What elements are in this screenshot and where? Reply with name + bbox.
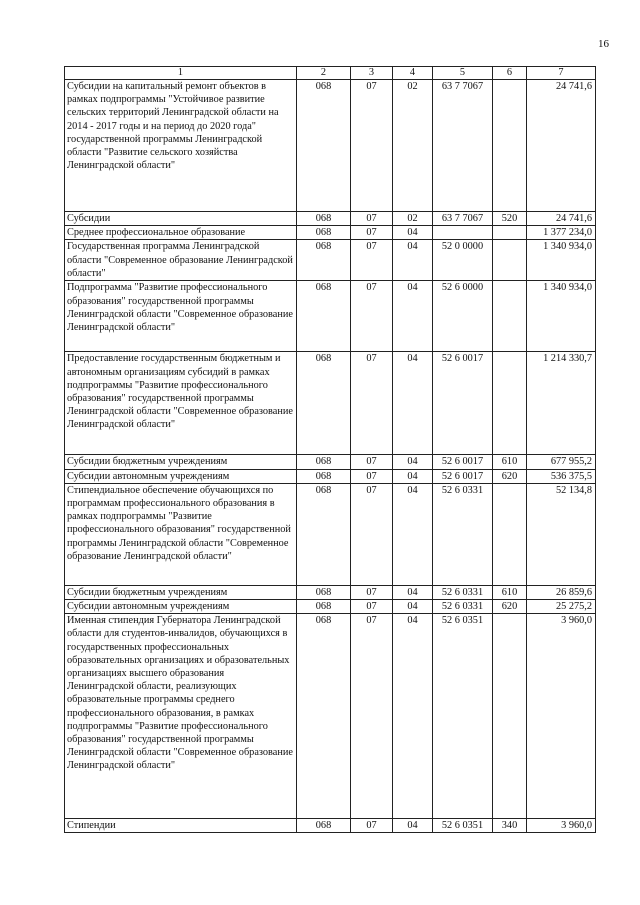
row-target-article: 52 6 0000 bbox=[433, 281, 493, 352]
row-name: Среднее профессиональное образование bbox=[65, 226, 297, 240]
header-cell-4: 4 bbox=[393, 67, 433, 80]
row-ministry-code: 068 bbox=[297, 226, 351, 240]
row-amount: 24 741,6 bbox=[527, 80, 596, 212]
header-cell-3: 3 bbox=[351, 67, 393, 80]
table-row bbox=[65, 352, 596, 455]
row-ministry-code: 068 bbox=[297, 80, 351, 212]
row-ministry-code: 068 bbox=[297, 281, 351, 352]
row-subsection-code: 04 bbox=[393, 819, 433, 833]
row-amount: 26 859,6 bbox=[527, 585, 596, 599]
row-ministry-code: 068 bbox=[297, 600, 351, 614]
row-name: Государственная программа Ленинградской области "Современное образование Ленинградской области" bbox=[65, 240, 297, 281]
row-amount: 3 960,0 bbox=[527, 614, 596, 819]
row-expense-type: 610 bbox=[493, 585, 527, 599]
row-subsection-code: 04 bbox=[393, 455, 433, 469]
row-ministry-code: 068 bbox=[297, 455, 351, 469]
row-subsection-code: 02 bbox=[393, 212, 433, 226]
table-row bbox=[65, 281, 596, 352]
row-target-article: 52 6 0331 bbox=[433, 483, 493, 585]
row-expense-type: 340 bbox=[493, 819, 527, 833]
row-amount: 3 960,0 bbox=[527, 819, 596, 833]
row-subsection-code: 04 bbox=[393, 614, 433, 819]
header-cell-6: 6 bbox=[493, 67, 527, 80]
row-expense-type bbox=[493, 226, 527, 240]
row-expense-type: 520 bbox=[493, 212, 527, 226]
row-expense-type: 610 bbox=[493, 455, 527, 469]
table-row bbox=[65, 483, 596, 585]
row-ministry-code: 068 bbox=[297, 483, 351, 585]
row-target-article: 52 6 0017 bbox=[433, 469, 493, 483]
row-ministry-code: 068 bbox=[297, 585, 351, 599]
row-amount: 25 275,2 bbox=[527, 600, 596, 614]
table-row bbox=[65, 226, 596, 240]
row-name: Субсидии автономным учреждениям bbox=[65, 600, 297, 614]
row-section-code: 07 bbox=[351, 212, 393, 226]
row-ministry-code: 068 bbox=[297, 469, 351, 483]
row-expense-type bbox=[493, 352, 527, 455]
row-section-code: 07 bbox=[351, 281, 393, 352]
row-amount: 1 214 330,7 bbox=[527, 352, 596, 455]
row-ministry-code: 068 bbox=[297, 614, 351, 819]
header-cell-5: 5 bbox=[433, 67, 493, 80]
table-row bbox=[65, 212, 596, 226]
row-target-article: 63 7 7067 bbox=[433, 80, 493, 212]
row-section-code: 07 bbox=[351, 455, 393, 469]
row-name: Субсидии автономным учреждениям bbox=[65, 469, 297, 483]
row-name: Стипендиальное обеспечение обучающихся по программам профессионального образования в рамках подпрограммы "Развитие профессионального образования" государственной программы Ленинградской области "Современное образование Ленинградской области" bbox=[65, 483, 297, 585]
row-subsection-code: 02 bbox=[393, 80, 433, 212]
table-row bbox=[65, 614, 596, 819]
header-cell-2: 2 bbox=[297, 67, 351, 80]
row-ministry-code: 068 bbox=[297, 352, 351, 455]
row-subsection-code: 04 bbox=[393, 483, 433, 585]
row-target-article: 52 6 0017 bbox=[433, 455, 493, 469]
row-expense-type bbox=[493, 80, 527, 212]
row-ministry-code: 068 bbox=[297, 819, 351, 833]
row-amount: 52 134,8 bbox=[527, 483, 596, 585]
row-section-code: 07 bbox=[351, 614, 393, 819]
row-section-code: 07 bbox=[351, 352, 393, 455]
row-section-code: 07 bbox=[351, 240, 393, 281]
budget-table bbox=[64, 66, 596, 833]
row-amount: 1 340 934,0 bbox=[527, 240, 596, 281]
row-expense-type bbox=[493, 483, 527, 585]
row-subsection-code: 04 bbox=[393, 240, 433, 281]
row-subsection-code: 04 bbox=[393, 352, 433, 455]
row-target-article: 63 7 7067 bbox=[433, 212, 493, 226]
row-subsection-code: 04 bbox=[393, 281, 433, 352]
row-expense-type: 620 bbox=[493, 600, 527, 614]
row-expense-type: 620 bbox=[493, 469, 527, 483]
row-name: Субсидии бюджетным учреждениям bbox=[65, 585, 297, 599]
row-expense-type bbox=[493, 240, 527, 281]
row-amount: 1 377 234,0 bbox=[527, 226, 596, 240]
row-name: Субсидии bbox=[65, 212, 297, 226]
row-section-code: 07 bbox=[351, 80, 393, 212]
row-expense-type bbox=[493, 614, 527, 819]
table-row bbox=[65, 455, 596, 469]
row-section-code: 07 bbox=[351, 226, 393, 240]
row-target-article: 52 6 0331 bbox=[433, 585, 493, 599]
row-amount: 536 375,5 bbox=[527, 469, 596, 483]
row-section-code: 07 bbox=[351, 819, 393, 833]
row-target-article: 52 6 0351 bbox=[433, 819, 493, 833]
row-target-article: 52 6 0331 bbox=[433, 600, 493, 614]
row-name: Субсидии бюджетным учреждениям bbox=[65, 455, 297, 469]
row-name: Именная стипендия Губернатора Ленинградской области для студентов-инвалидов, обучающихся в государственных профессиональных образовательных организациях и образовательных организациях высшего образования Ленинградской области, реализующих образовательные программы среднего профессионального образования, в рамках подпрограммы "Развитие профессионального образования" государственной программы Ленинградской области "Современное образование Ленинградской области" bbox=[65, 614, 297, 819]
row-name: Предоставление государственным бюджетным и автономным организациям субсидий в рамках подпрограммы "Развитие профессионального образования" государственной программы Ленинградской области "Современное образование Ленинградской области" bbox=[65, 352, 297, 455]
row-subsection-code: 04 bbox=[393, 585, 433, 599]
row-target-article: 52 0 0000 bbox=[433, 240, 493, 281]
row-target-article: 52 6 0017 bbox=[433, 352, 493, 455]
header-cell-1: 1 bbox=[65, 67, 297, 80]
page-number: 16 bbox=[598, 38, 609, 50]
row-subsection-code: 04 bbox=[393, 469, 433, 483]
row-ministry-code: 068 bbox=[297, 212, 351, 226]
header-cell-7: 7 bbox=[527, 67, 596, 80]
row-subsection-code: 04 bbox=[393, 600, 433, 614]
row-target-article: 52 6 0351 bbox=[433, 614, 493, 819]
table-row bbox=[65, 819, 596, 833]
row-subsection-code: 04 bbox=[393, 226, 433, 240]
row-section-code: 07 bbox=[351, 469, 393, 483]
row-name: Стипендии bbox=[65, 819, 297, 833]
table-row bbox=[65, 600, 596, 614]
row-section-code: 07 bbox=[351, 600, 393, 614]
row-section-code: 07 bbox=[351, 585, 393, 599]
table-row bbox=[65, 80, 596, 212]
row-name: Подпрограмма "Развитие профессионального образования" государственной программы Ленинградской области "Современное образование Ленинградской области" bbox=[65, 281, 297, 352]
row-amount: 677 955,2 bbox=[527, 455, 596, 469]
row-name: Субсидии на капитальный ремонт объектов в рамках подпрограммы "Устойчивое развитие сельских территорий Ленинградской области на 2014 - 2017 годы и на период до 2020 года" государственной программы Ленинградской области "Развитие сельского хозяйства Ленинградской области" bbox=[65, 80, 297, 212]
table-row bbox=[65, 240, 596, 281]
row-expense-type bbox=[493, 281, 527, 352]
row-amount: 1 340 934,0 bbox=[527, 281, 596, 352]
row-target-article bbox=[433, 226, 493, 240]
row-amount: 24 741,6 bbox=[527, 212, 596, 226]
row-section-code: 07 bbox=[351, 483, 393, 585]
table-header-row bbox=[65, 67, 596, 80]
table-row bbox=[65, 469, 596, 483]
table-row bbox=[65, 585, 596, 599]
row-ministry-code: 068 bbox=[297, 240, 351, 281]
